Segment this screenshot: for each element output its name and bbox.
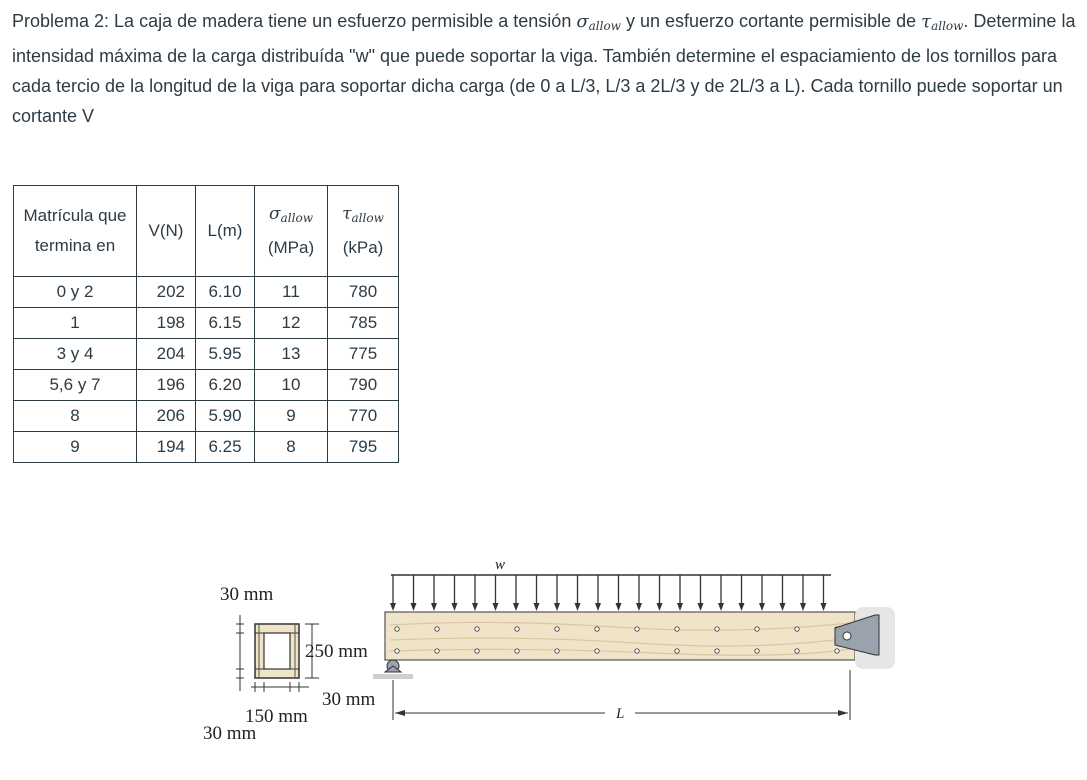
load-arrow-head [800,603,806,611]
load-arrow-head [452,603,458,611]
cell-tau: 780 [328,277,399,308]
table-body [14,277,399,463]
cell-l: 5.90 [196,401,255,432]
screw-head [515,649,519,653]
cell-sigma: 8 [255,432,328,463]
screw-head [515,627,519,631]
cell-matricula: 3 y 4 [14,339,137,370]
sigma-subscript: allow [588,19,621,33]
cell-tau: 790 [328,370,399,401]
problem-text-part2: y un esfuerzo cortante permisible de [620,11,922,31]
tau-symbol: τ [921,11,932,32]
screw-head [795,649,799,653]
table-row [14,432,399,463]
cross-section [203,584,376,744]
cell-v: 194 [137,432,196,463]
tau-allow-symbol [921,11,963,32]
load-arrow-head [390,603,396,611]
dim-30mm-top: 30 mm [220,584,274,605]
problem-text-part3: . Determine la intensidad máxima de la carga distribuída "w" que puede soportar la viga. También determine el espaciamiento de los tornillos para cada tercio de la longitud de la viga para soportar dicha carga (de 0 a L/3, L/3 a 2L/3 y de 2L/3 a L). Cada tornillo puede soportar un cortante V [12,11,1076,126]
cell-l: 6.25 [196,432,255,463]
pin-support [373,660,413,679]
cell-matricula: 5,6 y 7 [14,370,137,401]
dim-150mm: 150 mm [245,706,308,727]
cell-l: 6.10 [196,277,255,308]
dim-30mm-bottom: 30 mm [203,723,257,744]
load-arrow-head [513,603,519,611]
cell-v: 206 [137,401,196,432]
cell-tau: 775 [328,339,399,370]
header-v: V(N) [137,186,196,277]
cell-tau: 785 [328,308,399,339]
table-row [14,277,399,308]
dim-250mm: 250 mm [305,641,368,662]
cell-sigma: 12 [255,308,328,339]
load-arrow-head [677,603,683,611]
length-label-L: L [616,706,625,722]
table-row [14,339,399,370]
header-sigma-letter: σ [269,204,281,224]
header-sigma-sub: allow [280,211,313,225]
header-l: L(m) [196,186,255,277]
load-arrow-head [493,603,499,611]
screw-head [595,627,599,631]
cell-tau: 795 [328,432,399,463]
cell-sigma: 11 [255,277,328,308]
cell-matricula: 9 [14,432,137,463]
screw-head [555,649,559,653]
load-arrow-head [431,603,437,611]
screw-head [395,649,399,653]
header-tau-letter: τ [342,204,352,224]
screw-head [635,627,639,631]
header-tau-symbol [336,199,390,233]
sigma-symbol: σ [576,11,589,32]
screw-head [835,649,839,653]
distributed-load [390,557,831,611]
load-arrow-head [780,603,786,611]
screw-head [755,649,759,653]
load-arrow-head [718,603,724,611]
table-row [14,370,399,401]
header-sigma-unit: (MPa) [267,238,315,257]
cell-l: 6.15 [196,308,255,339]
load-arrow-head [472,603,478,611]
load-arrow-head [411,603,417,611]
screw-head [435,627,439,631]
dim-30mm-right: 30 mm [322,689,376,710]
load-arrow-head [554,603,560,611]
pin-ground [373,674,413,679]
load-arrows [390,575,827,611]
header-matricula: Matrícula que termina en [14,186,137,277]
tau-subscript: allow [931,19,964,33]
data-table [13,185,399,463]
load-arrow-head [616,603,622,611]
cell-matricula: 1 [14,308,137,339]
beam [385,612,855,660]
table-header-row [14,186,399,277]
load-arrow-head [636,603,642,611]
cell-v: 202 [137,277,196,308]
load-arrow-head [534,603,540,611]
problem-statement [12,6,1078,131]
load-arrow-head [595,603,601,611]
load-arrow-head [657,603,663,611]
load-arrow-head [575,603,581,611]
length-arrow-left [395,710,405,716]
cell-matricula: 8 [14,401,137,432]
header-sigma [255,186,328,277]
screw-head [675,627,679,631]
cell-v: 196 [137,370,196,401]
header-tau [328,186,399,277]
cell-v: 198 [137,308,196,339]
cell-l: 6.20 [196,370,255,401]
beam-diagram [195,545,915,750]
load-arrow-head [698,603,704,611]
table-row [14,308,399,339]
screw-head [715,649,719,653]
header-tau-unit: (kPa) [342,238,384,257]
load-label-w: w [495,557,506,573]
screw-head [475,649,479,653]
screw-head [435,649,439,653]
load-arrow-head [739,603,745,611]
beam-body [385,612,855,660]
length-arrow-right [838,710,848,716]
header-tau-sub: allow [351,211,384,225]
length-dimension [393,670,850,722]
screw-head [795,627,799,631]
cell-sigma: 13 [255,339,328,370]
cross-section-inner [264,633,290,669]
screw-head [595,649,599,653]
screw-head [395,627,399,631]
load-arrow-head [759,603,765,611]
cell-tau: 770 [328,401,399,432]
cell-sigma: 10 [255,370,328,401]
problem-text-part1: Problema 2: La caja de madera tiene un esfuerzo permisible a tensión [12,11,577,31]
cell-matricula: 0 y 2 [14,277,137,308]
screw-head [475,627,479,631]
table-row [14,401,399,432]
screw-head [635,649,639,653]
cell-sigma: 9 [255,401,328,432]
screw-head [755,627,759,631]
screw-head [555,627,559,631]
screw-head [675,649,679,653]
wall-bolt [843,632,851,640]
cell-v: 204 [137,339,196,370]
load-arrow-head [821,603,827,611]
header-sigma-symbol [263,199,319,233]
screw-head [715,627,719,631]
sigma-allow-symbol [576,11,621,32]
beam-figure [195,545,915,755]
cell-l: 5.95 [196,339,255,370]
